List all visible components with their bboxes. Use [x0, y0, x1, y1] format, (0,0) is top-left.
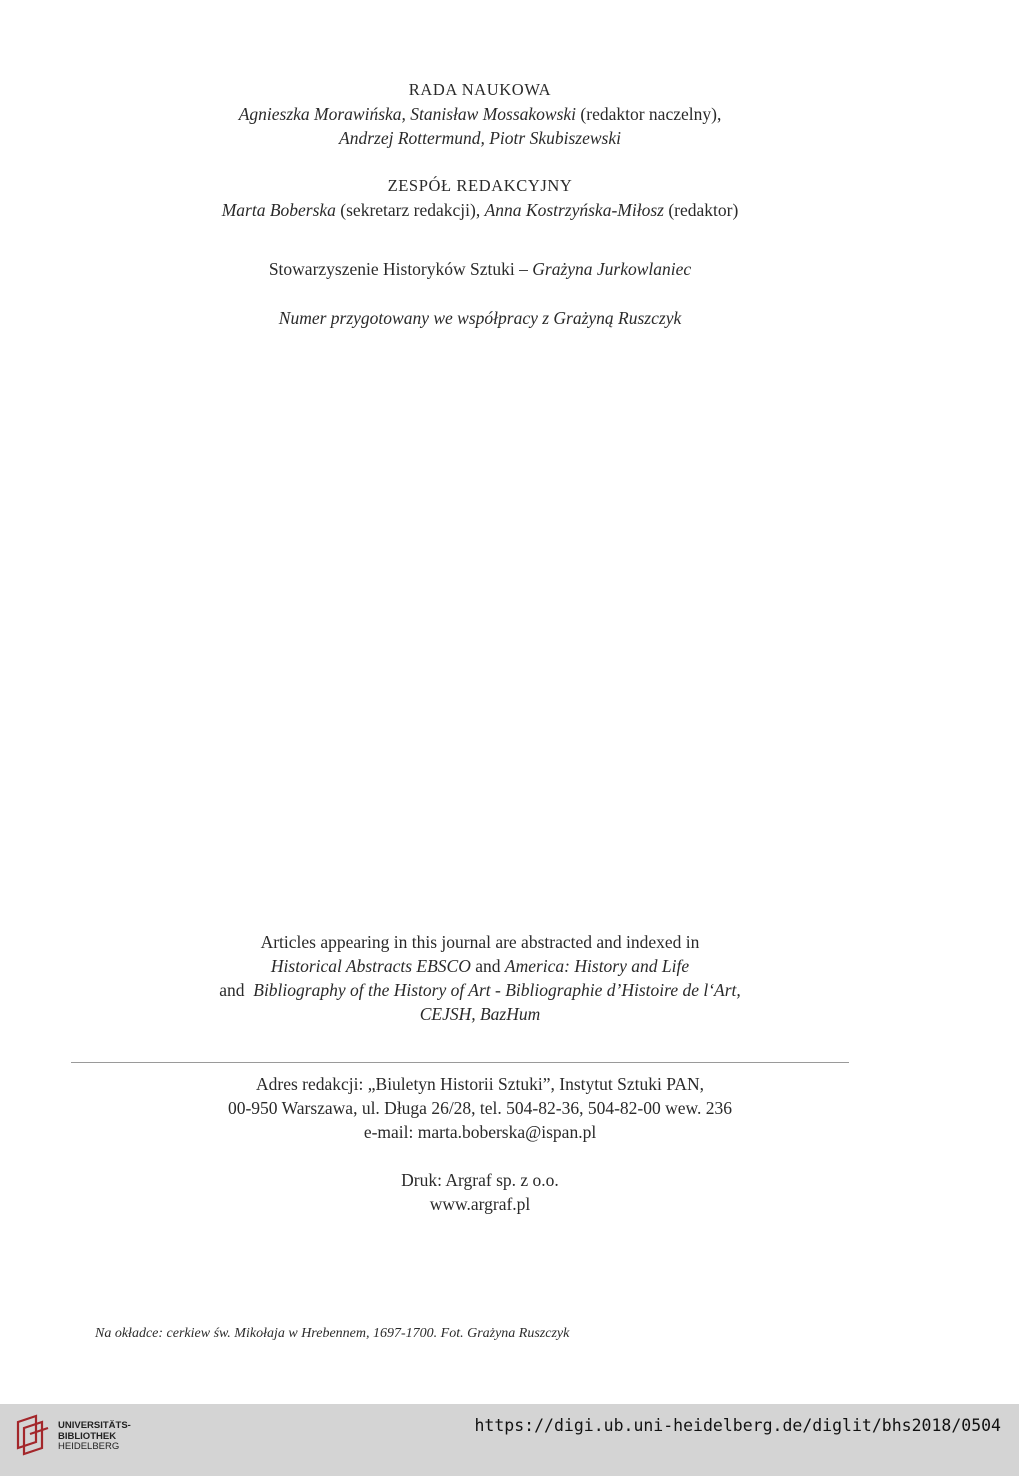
editorial-role1: (sekretarz redakcji), — [340, 200, 481, 220]
board-members-line1 — [0, 102, 960, 126]
printer-name: Druk: Argraf sp. z o.o. — [401, 1170, 559, 1190]
cover-caption: Na okładce: cerkiew św. Mikołaja w Hrebennem, 1697-1700. Fot. Grażyna Ruszczyk — [95, 1326, 570, 1341]
divider-rule — [71, 1062, 849, 1063]
indexing-db2: America: History and Life — [504, 956, 690, 976]
editorial-role2: (redaktor) — [668, 200, 739, 220]
indexing-and2: and — [219, 980, 245, 1000]
address-line2: 00-950 Warszawa, ul. Długa 26/28, tel. 504-82-36, 504-82-00 wew. 236 — [227, 1098, 733, 1118]
library-logo-icon — [12, 1412, 56, 1458]
cooperation-line — [0, 306, 960, 330]
editorial-team — [0, 174, 960, 222]
logo-line3: HEIDELBERG — [58, 1441, 120, 1452]
board-heading: RADA NAUKOWA — [408, 80, 552, 99]
board-editor-note: (redaktor naczelny) — [580, 104, 717, 124]
editorial-name1: Marta Boberska — [221, 200, 336, 220]
editorial-heading: ZESPÓŁ REDAKCYJNY — [387, 176, 573, 195]
indexing-line4: CEJSH, BazHum — [419, 1004, 541, 1024]
association-name: Grażyna Jurkowlaniec — [532, 259, 692, 279]
indexing-line1: Articles appearing in this journal are abstracted and indexed in — [260, 932, 700, 952]
indexing-line2 — [0, 954, 960, 978]
printer-info — [0, 1168, 960, 1216]
editorial-name2: Anna Kostrzyńska-Miłosz — [484, 200, 664, 220]
indexing-line3 — [0, 978, 960, 1002]
cooperation-text: Numer przygotowany we współpracy z Grażyną Ruszczyk — [278, 308, 682, 328]
indexing-db3: Bibliography of the History of Art - Bibliographie d’Histoire de l‘Art, — [253, 980, 741, 1000]
indexing-note — [0, 930, 960, 1026]
board-comma: , — [716, 104, 722, 124]
association-text — [0, 257, 960, 281]
association-line — [0, 257, 960, 281]
board-members-names: Agnieszka Morawińska, Stanisław Mossakowski — [238, 104, 577, 124]
library-footer — [0, 1404, 1019, 1476]
editorial-members — [0, 198, 960, 222]
printer-website: www.argraf.pl — [429, 1194, 531, 1214]
association-label: Stowarzyszenie Historyków Sztuki – — [268, 259, 528, 279]
address-line1: Adres redakcji: „Biuletyn Historii Sztuki”, Instytut Sztuki PAN, — [256, 1074, 704, 1094]
indexing-db1: Historical Abstracts EBSCO — [270, 956, 471, 976]
library-logo-text — [58, 1421, 131, 1453]
logo-line1: UNIVERSITÄTS- — [58, 1420, 131, 1431]
logo-line2: BIBLIOTHEK — [58, 1430, 117, 1442]
indexing-and1: and — [475, 956, 501, 976]
address-email: e-mail: marta.boberska@ispan.pl — [363, 1122, 597, 1142]
editorial-address — [0, 1072, 960, 1144]
board-members-line2: Andrzej Rottermund, Piotr Skubiszewski — [339, 128, 621, 148]
scientific-board — [0, 78, 960, 150]
permalink-url[interactable]: https://digi.ub.uni-heidelberg.de/diglit/bhs2018/0504 — [474, 1416, 1001, 1435]
